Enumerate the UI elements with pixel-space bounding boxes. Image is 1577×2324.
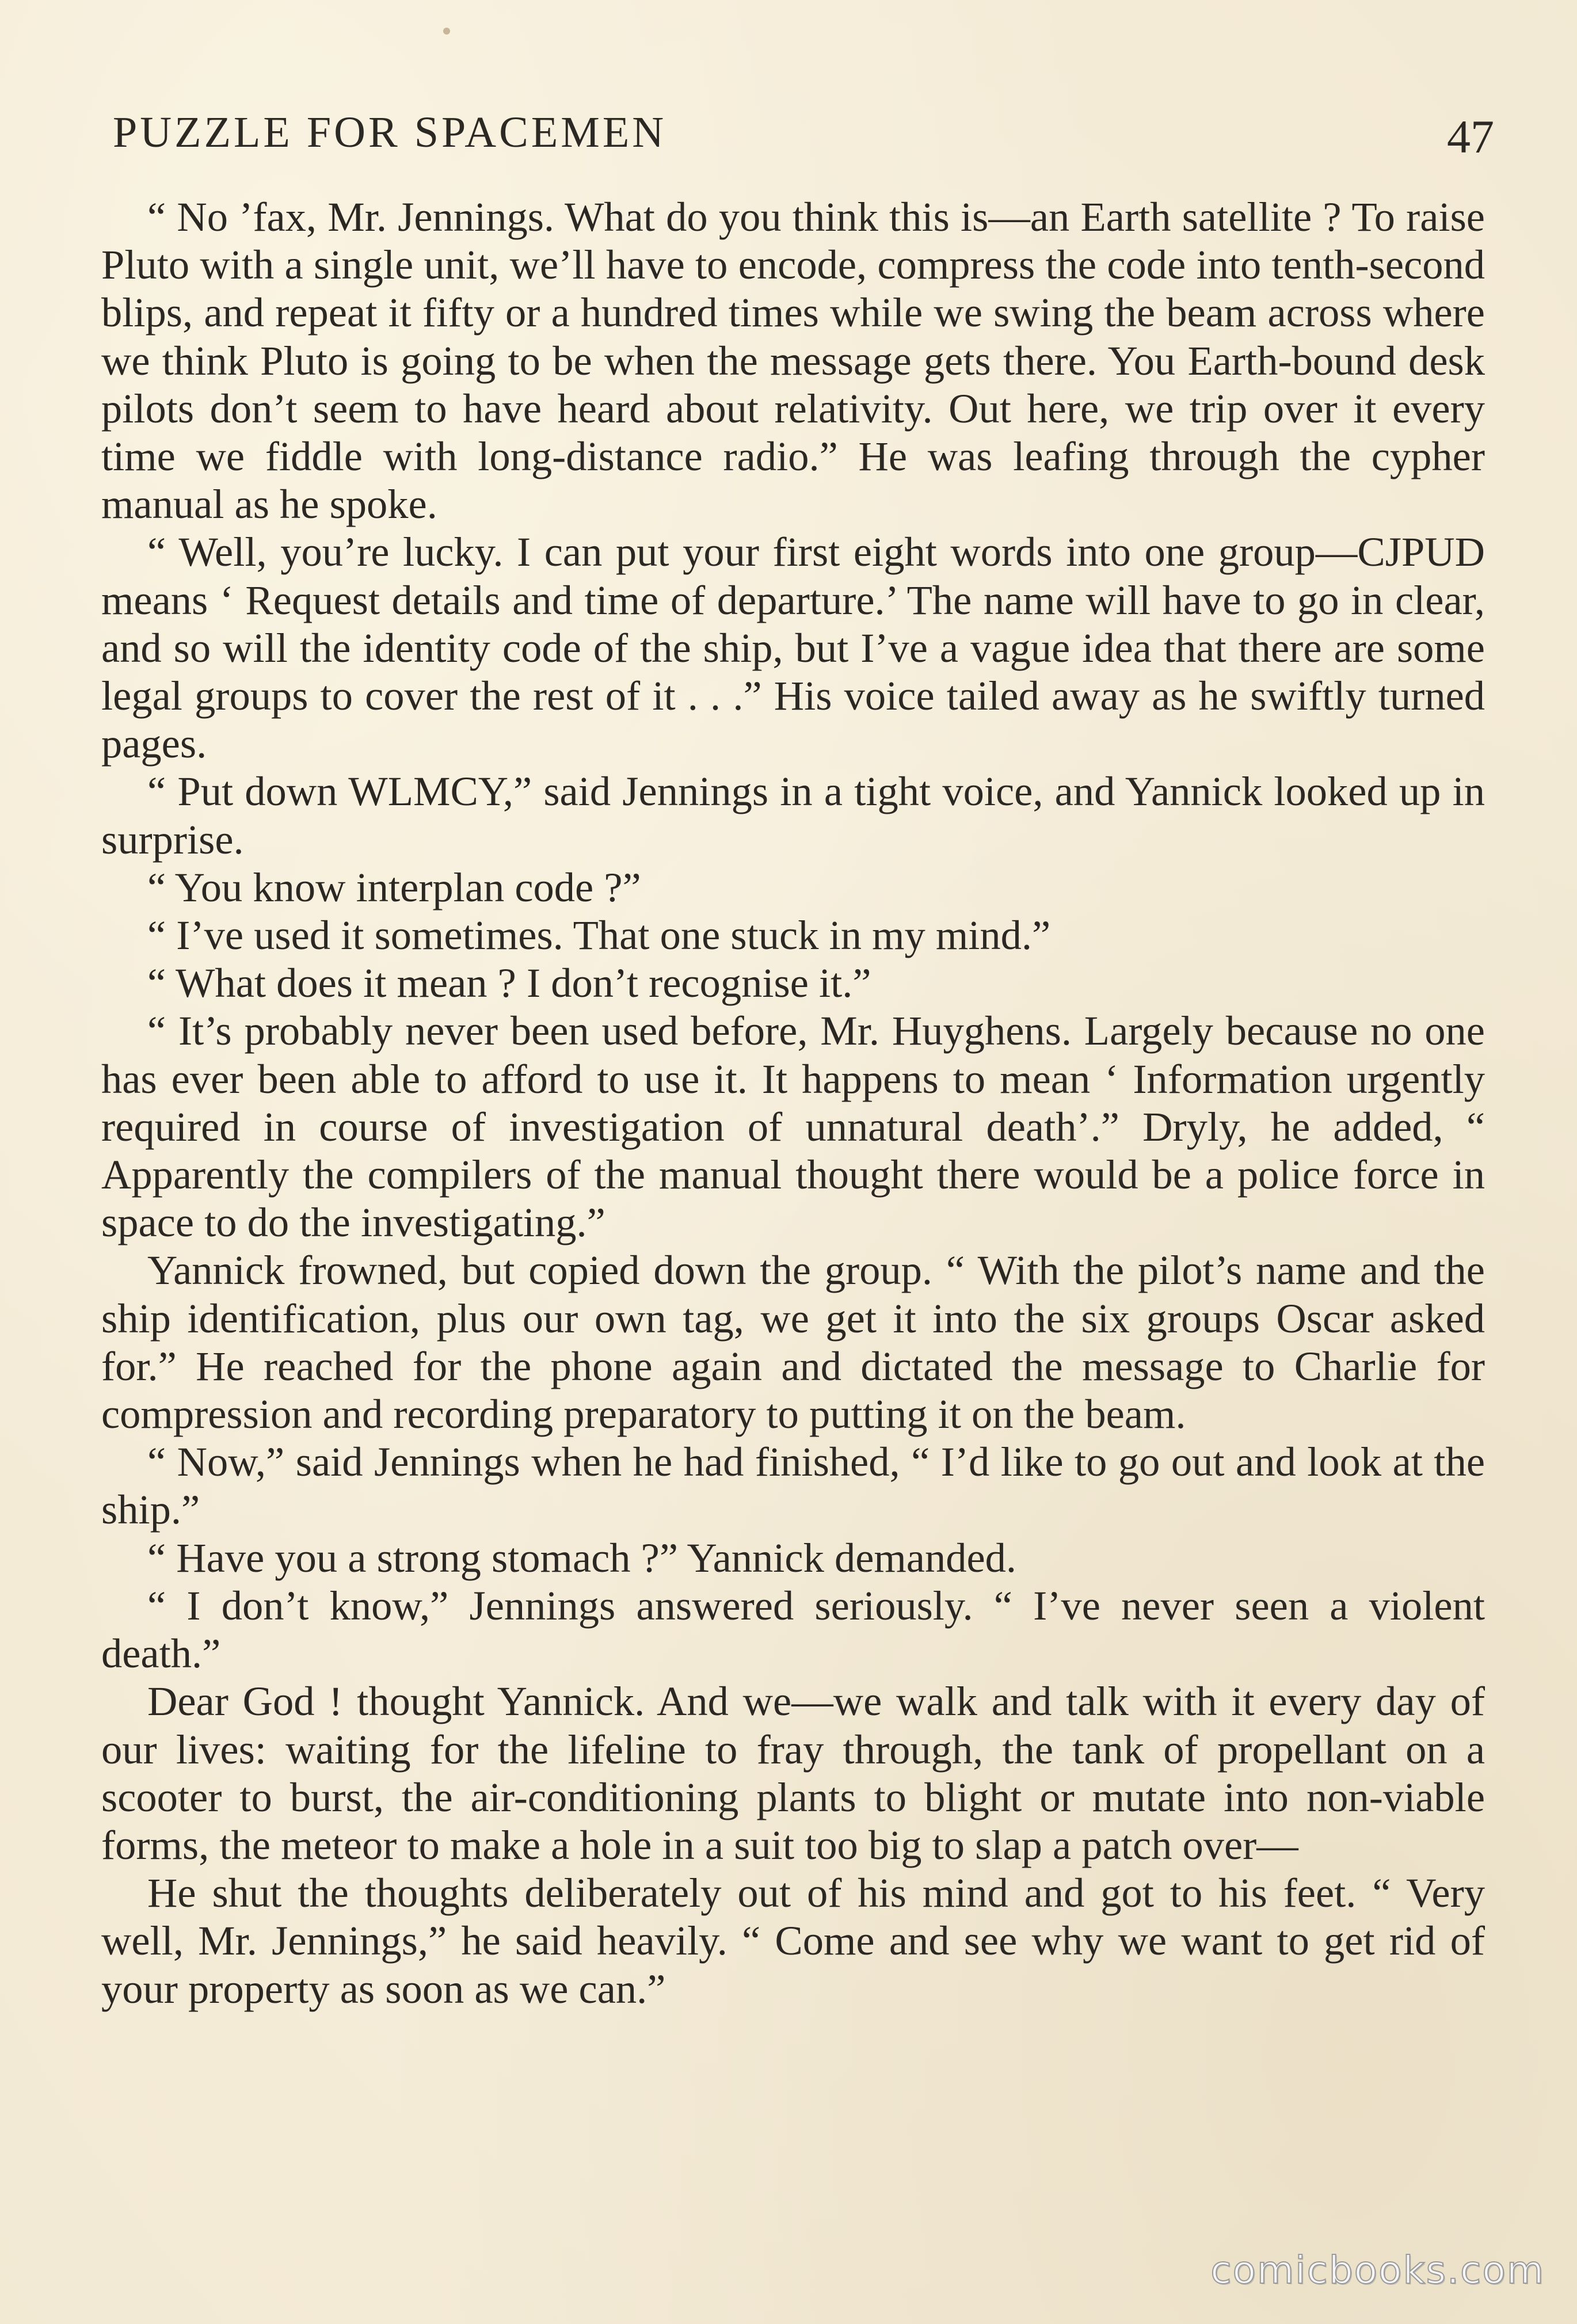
paragraph: He shut the thoughts deliberately out of his mind and got to his feet. “ Very well, Mr. Jennings,” he said heavily. “ Come and see why we want to get rid of your property as soon as we can.” bbox=[101, 1869, 1485, 2012]
body-text bbox=[101, 193, 1485, 2013]
paragraph: “ Now,” said Jennings when he had finished, “ I’d like to go out and look at the ship.” bbox=[101, 1438, 1485, 1533]
paper-speck bbox=[443, 28, 450, 35]
running-head bbox=[113, 98, 1494, 167]
paragraph: Yannick frowned, but copied down the group. “ With the pilot’s name and the ship identification, plus our own tag, we get it into the six groups Oscar asked for.” He reached for the phone again and dictated the message to Charlie for compression and recording preparatory to putting it on the beam. bbox=[101, 1247, 1485, 1438]
paragraph: “ No ’fax, Mr. Jennings. What do you think this is—an Earth satellite ? To raise Pluto with a single unit, we’ll have to encode, compress the code into tenth-second blips, and repeat it fifty or a hundred times while we swing the beam across where we think Pluto is going to be when the message gets there. You Earth-bound desk pilots don’t seem to have heard about relativity. Out here, we trip over it every time we fiddle with long-distance radio.” He was leafing through the cypher manual as he spoke. bbox=[101, 193, 1485, 528]
running-head-title: PUZZLE FOR SPACEMEN bbox=[113, 108, 667, 157]
paragraph: Dear God ! thought Yannick. And we—we walk and talk with it every day of our lives: waiting for the lifeline to fray through, the tank of propellant on a scooter to burst, the air-conditioning plants to blight or mutate into non-viable forms, the meteor to make a hole in a suit too big to slap a patch over— bbox=[101, 1678, 1485, 1868]
paragraph: “ Well, you’re lucky. I can put your first eight words into one group—CJPUD means ‘ Request details and time of departure.’ The name will have to go in clear, and so will the identity code of the ship, but I’ve a vague idea that there are some legal groups to cover the rest of it . . .” His voice tailed away as he swiftly turned pages. bbox=[101, 528, 1485, 767]
paragraph: “ It’s probably never been used before, Mr. Huyghens. Largely because no one has ever been able to afford to use it. It happens to mean ‘ Information urgently required in course of investigation of unnatural death’.” Dryly, he added, “ Apparently the compilers of the manual thought there would be a police force in space to do the investigating.” bbox=[101, 1007, 1485, 1246]
paragraph: “ What does it mean ? I don’t recognise it.” bbox=[147, 959, 871, 1007]
paragraph: “ Have you a strong stomach ?” Yannick demanded. bbox=[147, 1534, 1017, 1581]
watermark: comicbooks.com bbox=[1210, 2248, 1545, 2292]
paragraph: “ You know interplan code ?” bbox=[147, 863, 641, 910]
paragraph: “ Put down WLMCY,” said Jennings in a tight voice, and Yannick looked up in surprise. bbox=[101, 768, 1485, 863]
paragraph: “ I’ve used it sometimes. That one stuck in my mind.” bbox=[147, 912, 1051, 959]
paragraph: “ I don’t know,” Jennings answered seriously. “ I’ve never seen a violent death.” bbox=[101, 1582, 1485, 1677]
page-number: 47 bbox=[1447, 111, 1494, 163]
